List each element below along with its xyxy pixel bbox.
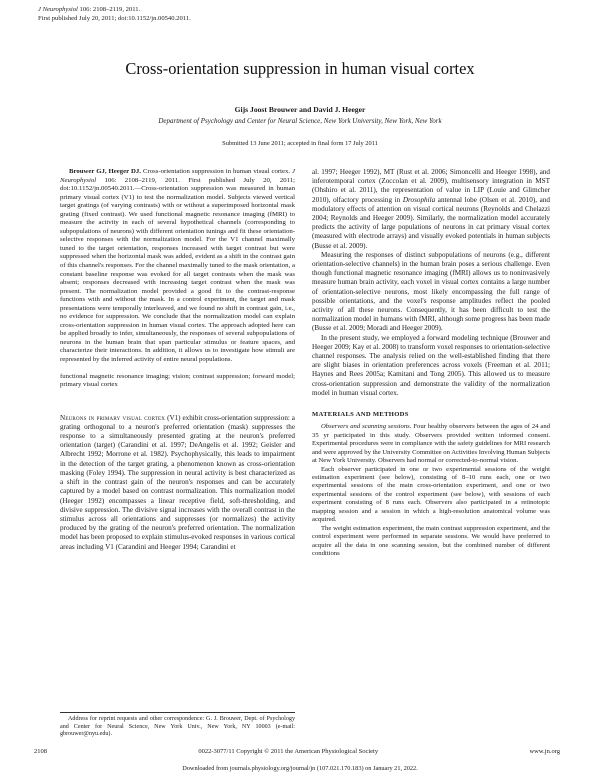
intro-body: (V1) exhibit cross-orientation suppression: a grating orthogonal to a neuron's preferred orientation (mask) suppresses the response to a simultaneously presented grating at the neuron's preferred orientation (target) (Carandini et al. 1997; DeAngelis et al. 1992; Geisler and Albrecht 1992; Morrone et al. 1982). Psychophysically, this leads to impairment in the detection of the target grating, a phenomenon known as cross-orientation masking (Foley 1994). The suppression in neural activity is best characterized as a shift in the contrast gain of the neuron's responses and can be accurately captured by a model based on contrast normalization. This normalization model (Heeger 1992) encompasses a linear receptive field, soft-thresholding, and divisive suppression. The divisive signal increases with the overall contrast in the stimulus across all orientations and suppresses (or normalizes) the activity produced by the grating of the neuron's preferred orientation. The normalization model has been proposed to explain stimulus-evoked responses in various cortical areas including V1 (Carandini and Heeger 1994; Carandini et <box>60 413 295 551</box>
page-number: 2108 <box>34 748 47 755</box>
abstract-body: 106: 2108–2119, 2011. First published July 20, 2011; doi:10.1152/jn.00540.2011.—Cross-orientation suppression was measured in human primary visual cortex (V1) to test the normalization model. Subjects viewed vertical target gratings (of varying contrasts) with or without a superimposed horizontal mask grating (fixed contrast). We used functional magnetic resonance imaging (fMRI) to measure the activity in each of several hypothetical channels (corresponding to subpopulations of neurons) with different orientation tunings and fit these orientation-selective responses with the normalization model. For the V1 channel maximally tuned to the target orientation, responses increased with target contrast but were suppressed when the horizontal mask was added, evident as a shift in the contrast gain of this channel's responses. For the channel maximally tuned to the mask orientation, a constant baseline response was evoked for all target contrasts when the mask was absent; responses decreased with increasing target contrast when the mask was present. The normalization model provided a good fit to the contrast-response functions with and without the mask. In a control experiment, the target and mask presentations were temporally interleaved, and we found no shift in contrast gain, i.e., no evidence for suppression. We conclude that the normalization model can explain cross-orientation suppression in human visual cortex. The approach adopted here can be applied broadly to infer, simultaneously, the responses of several subpopulations of neurons in the human brain that span particular stimulus or feature spaces, and characterize their interactions. In addition, it allows us to investigate how stimuli are represented by the inferred activity of entire neural populations. <box>60 176 295 364</box>
journal-volume: 106: 2108–2119, 2011. <box>79 6 141 13</box>
authors: Gijs Joost Brouwer and David J. Heeger <box>234 105 366 114</box>
left-column <box>60 168 295 552</box>
methods-heading: MATERIALS AND METHODS <box>312 411 409 419</box>
page-footer <box>34 748 560 755</box>
abstract-lead: Brouwer GJ, Heeger DJ. <box>69 168 141 175</box>
download-note: Downloaded from journals.physiology.org/journal/jn (107.021.170.183) on January 21, 2022. <box>182 765 418 772</box>
copyright: 0022-3077/11 Copyright © 2011 the American Physiological Society <box>198 748 379 755</box>
keywords: functional magnetic resonance imaging; vision; contrast suppression; forward model; primary visual cortex <box>60 372 295 389</box>
drosophila-term: Drosophila <box>402 195 436 204</box>
methods-p1-body: Four healthy observers between the ages of 24 and 35 yr participated in this study. Observers provided written informed consent. Experimental procedures were in compliance with the safety guidelines for MRI research and were approved by the University Committee on Activities Involving Human Subjects at New York University. Observers had normal or corrected-to-normal vision. <box>312 423 550 465</box>
journal-citation <box>38 6 191 15</box>
methods-paragraph-2: Each observer participated in one or two experimental sessions of the weight estimation experiment (see below), consisting of 8–10 runs each, one or two experimental sessions of the main cross-orientation experiment, and one or two experimental sessions of the control experiment (see below), with sessions of each experiment consisting of 8 runs each. Observers also participated in a retinotopic mapping session and a session in which a high-resolution anatomical volume was acquired. <box>312 465 550 524</box>
right-p1-a: al. 1997; Heeger 1992), MT (Rust et al. 2006; Simoncelli and Heeger 1998), and inferotemporal cortex (Zoccolan et al. 2009), multisensory integration in MST (Ohshiro et al. 2011), the representation of value in LIP (Louie and Glimcher 2010), olfactory processing in <box>312 168 550 204</box>
intro-paragraph <box>60 414 295 552</box>
journal-name: J Neurophysiol <box>38 6 78 13</box>
right-paragraph-3: In the present study, we employed a forward modeling technique (Brouwer and Heeger 2009; Kay et al. 2008) to transform voxel responses to orientation-selective channel responses. The analysis relied on the well-established finding that there are slight biases in orientation preferences across voxels (Freeman et al. 2011; Haynes and Rees 2005a; Kamitani and Tong 2005). This allowed us to measure cross-orientation suppression and demonstrate the validity of the normalization model in human visual cortex. <box>312 333 550 397</box>
methods-subhead: Observers and scanning sessions. <box>321 423 412 431</box>
correspondence-footnote: Address for reprint requests and other correspondence: G. J. Brouwer, Dept. of Psychology and Center for Neural Science, New York Univ., New York, NY 10003 (e-mail: gbrouwer@nyu.edu). <box>60 716 295 738</box>
methods-paragraph-1 <box>312 423 550 465</box>
abstract-journal: J Neurophysiol <box>60 168 296 184</box>
abstract-title: Cross-orientation suppression in human visual cortex. <box>142 168 291 175</box>
right-paragraph-2: Measuring the responses of distinct subpopulations of neurons (e.g., different orientation-selective channels) in the human brain poses a serious challenge. Even though functional magnetic resonance imaging (fMRI) allows us to noninvasively measure human brain activity, each voxel in visual cortex contains a large number of orientation-selective neurons, most likely encompassing the full range of possible orientations, and the voxel's response amplitudes reflect the pooled activity of all these neurons. Consequently, it has been difficult to test the normalization model in humans with fMRI, although some progress has been made (Busse et al. 2009; Moradi and Heeger 2009). <box>312 250 550 333</box>
journal-header <box>38 6 191 23</box>
right-paragraph-1 <box>312 168 550 251</box>
right-column <box>312 168 550 559</box>
journal-website: www.jn.org <box>529 748 560 755</box>
article-title: Cross-orientation suppression in human visual cortex <box>125 59 475 78</box>
first-published: First published July 20, 2011; doi:10.1152/jn.00540.2011. <box>38 14 191 22</box>
methods-paragraph-3: The weight estimation experiment, the main contrast suppression experiment, and the control experiment were performed in separate sessions. We would have preferred to acquire all the data in one scanning session, but the combined number of different conditions <box>312 524 550 558</box>
abstract <box>60 168 295 365</box>
intro-lead: Neurons in primary visual cortex <box>60 413 166 422</box>
footnote-divider <box>60 712 295 713</box>
received-dates: Submitted 13 June 2011; accepted in final form 17 July 2011 <box>222 140 378 147</box>
right-p1-b: antennal lobe (Olsen et al. 2010), and modulatory effects of attention on visual cortical neurons (Reynolds and Chelazzi 2004; Reynolds and Heeger 2009). Similarly, the normalization model accurately predicts the activity of large populations of neurons in cat primary visual cortex (measured with electrode arrays) and visually evoked potentials in human subjects (Busse et al. 2009). <box>312 195 550 250</box>
affiliation: Department of Psychology and Center for Neural Science, New York University, New York, New York <box>158 117 442 125</box>
